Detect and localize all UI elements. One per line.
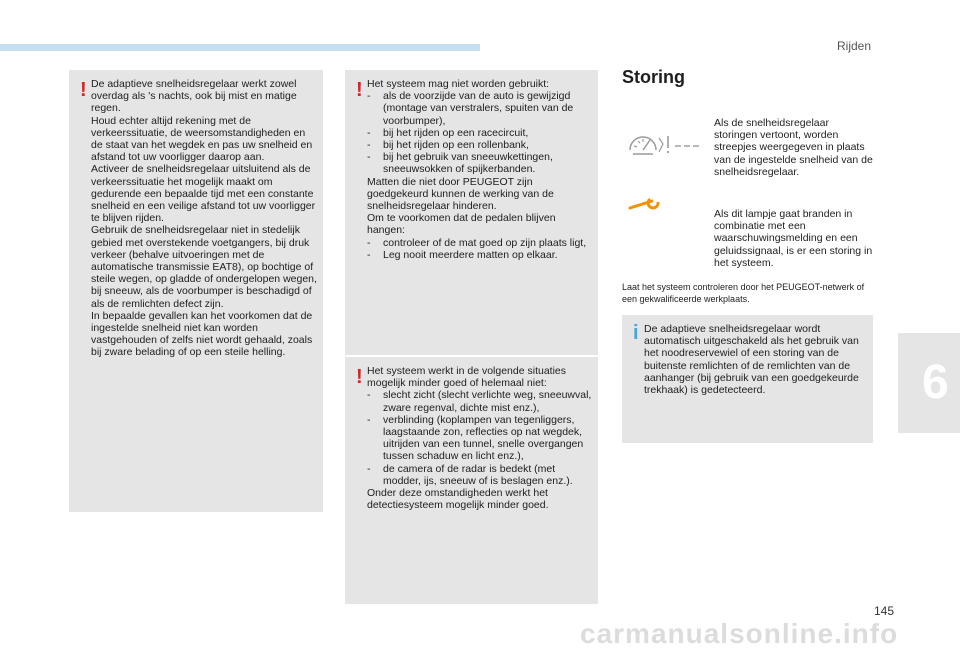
list-item: - slecht zicht (slecht verlichte weg, sneeuwval, zware regenval, dichte mist enz.), xyxy=(367,389,594,413)
warning-text xyxy=(91,78,319,359)
info-box xyxy=(622,315,873,443)
page-number: 145 xyxy=(874,604,895,618)
exclamation-icon: ! xyxy=(356,79,363,101)
list-item: - als de voorzijde van de auto is gewijzigd (montage van verstralers, spuiten van de voorbumper), xyxy=(367,90,594,127)
paragraph: Houd echter altijd rekening met de verkeerssituatie, de weersomstandigheden en de staat van het wegdek en pas uw snelheid en afstand tot uw voorligger daarop aan. xyxy=(91,114,313,164)
paragraph: Om te voorkomen dat de pedalen blijven hangen: xyxy=(367,212,556,237)
warning-box-conditions xyxy=(345,357,598,604)
paragraph: Gebruik de snelheidsregelaar niet in stedelijk gebied met overstekende voetgangers, bij druk verkeer (behalve uitvoeringen met de automatische transmissie EAT8), op bochtige of steile wegen, op gladde of ondergelopen wegen, bij sneeuw, als de voorbumper is beschadigd of als de remlichten defect zijn. xyxy=(91,224,317,310)
warning-text xyxy=(367,365,594,511)
paragraph: De adaptieve snelheidsregelaar wordt automatisch uitgeschakeld als het gebruik van het noodreservewiel of een storing van de buitenste remlichten of de remlichten van de aanhanger (bij gebruik van een goedgekeurde trekhaak) is gedetecteerd. xyxy=(644,323,859,397)
list-item: - Leg nooit meerdere matten op elkaar. xyxy=(367,249,594,261)
list-item: - bij het rijden op een rollenbank, xyxy=(367,139,594,151)
header-bar xyxy=(0,44,480,51)
watermark: carmanualsonline.info xyxy=(580,618,899,649)
paragraph: Het systeem werkt in de volgende situaties mogelijk minder goed of helemaal niet: xyxy=(367,365,567,390)
paragraph: In bepaalde gevallen kan het voorkomen dat de ingestelde snelheid niet kan worden vastgehouden of zelfs niet wordt gehaald, zoals bij zware belading of op een steile helling. xyxy=(91,309,313,359)
list-item: - de camera of de radar is bedekt (met modder, ijs, sneeuw of is beslagen enz.). xyxy=(367,463,594,487)
list-item: - controleer of de mat goed op zijn plaats ligt, xyxy=(367,237,594,249)
wrench-icon xyxy=(628,197,660,211)
paragraph: Het systeem mag niet worden gebruikt: xyxy=(367,78,550,90)
warning-box-usage xyxy=(345,70,598,355)
speedometer-fault-icon xyxy=(626,130,704,160)
list xyxy=(367,389,594,487)
section-title: Storing xyxy=(622,67,685,87)
info-text xyxy=(644,323,869,396)
warning-box-general xyxy=(69,70,323,512)
list xyxy=(367,90,594,175)
paragraph: Onder deze omstandigheden werkt het detectiesysteem mogelijk minder goed. xyxy=(367,487,549,512)
exclamation-icon: ! xyxy=(80,79,87,101)
storing-note: Laat het systeem controleren door het PEUGEOT-netwerk of een gekwalificeerde werkplaats. xyxy=(622,282,865,304)
paragraph: Matten die niet door PEUGEOT zijn goedgekeurd kunnen de werking van de snelheidsregelaar hinderen. xyxy=(367,175,554,213)
chapter-number: 6 xyxy=(922,356,949,409)
chapter-title: Rijden xyxy=(837,39,872,53)
exclamation-icon: ! xyxy=(356,366,363,388)
info-icon: i xyxy=(633,322,639,344)
paragraph: De adaptieve snelheidsregelaar werkt zowel overdag als 's nachts, ook bij mist en matige regen. xyxy=(91,78,297,115)
warning-text xyxy=(367,78,594,261)
list xyxy=(367,237,594,261)
storing-text-dashes: Als de snelheidsregelaar storingen vertoont, worden streepjes weergegeven in plaats van de ingestelde snelheid van de snelheidsregelaar. xyxy=(714,117,873,178)
list-item: - verblinding (koplampen van tegenliggers, laagstaande zon, reflecties op nat wegdek, uitrijden van een tunnel, snelle overgangen tussen schaduw en licht enz.), xyxy=(367,414,594,463)
storing-text-lamp: Als dit lampje gaat branden in combinatie met een waarschuwingsmelding en een geluidssignaal, is er een storing in het systeem. xyxy=(714,208,873,269)
list-item: - bij het rijden op een racecircuit, xyxy=(367,127,594,139)
list-item: - bij het gebruik van sneeuwkettingen, sneeuwsokken of spijkerbanden. xyxy=(367,151,594,175)
paragraph: Activeer de snelheidsregelaar uitsluitend als de verkeerssituatie het mogelijk maakt om gedurende een bepaalde tijd met een constante snelheid en een veilige afstand tot uw voorligger te blijven rijden. xyxy=(91,163,316,225)
